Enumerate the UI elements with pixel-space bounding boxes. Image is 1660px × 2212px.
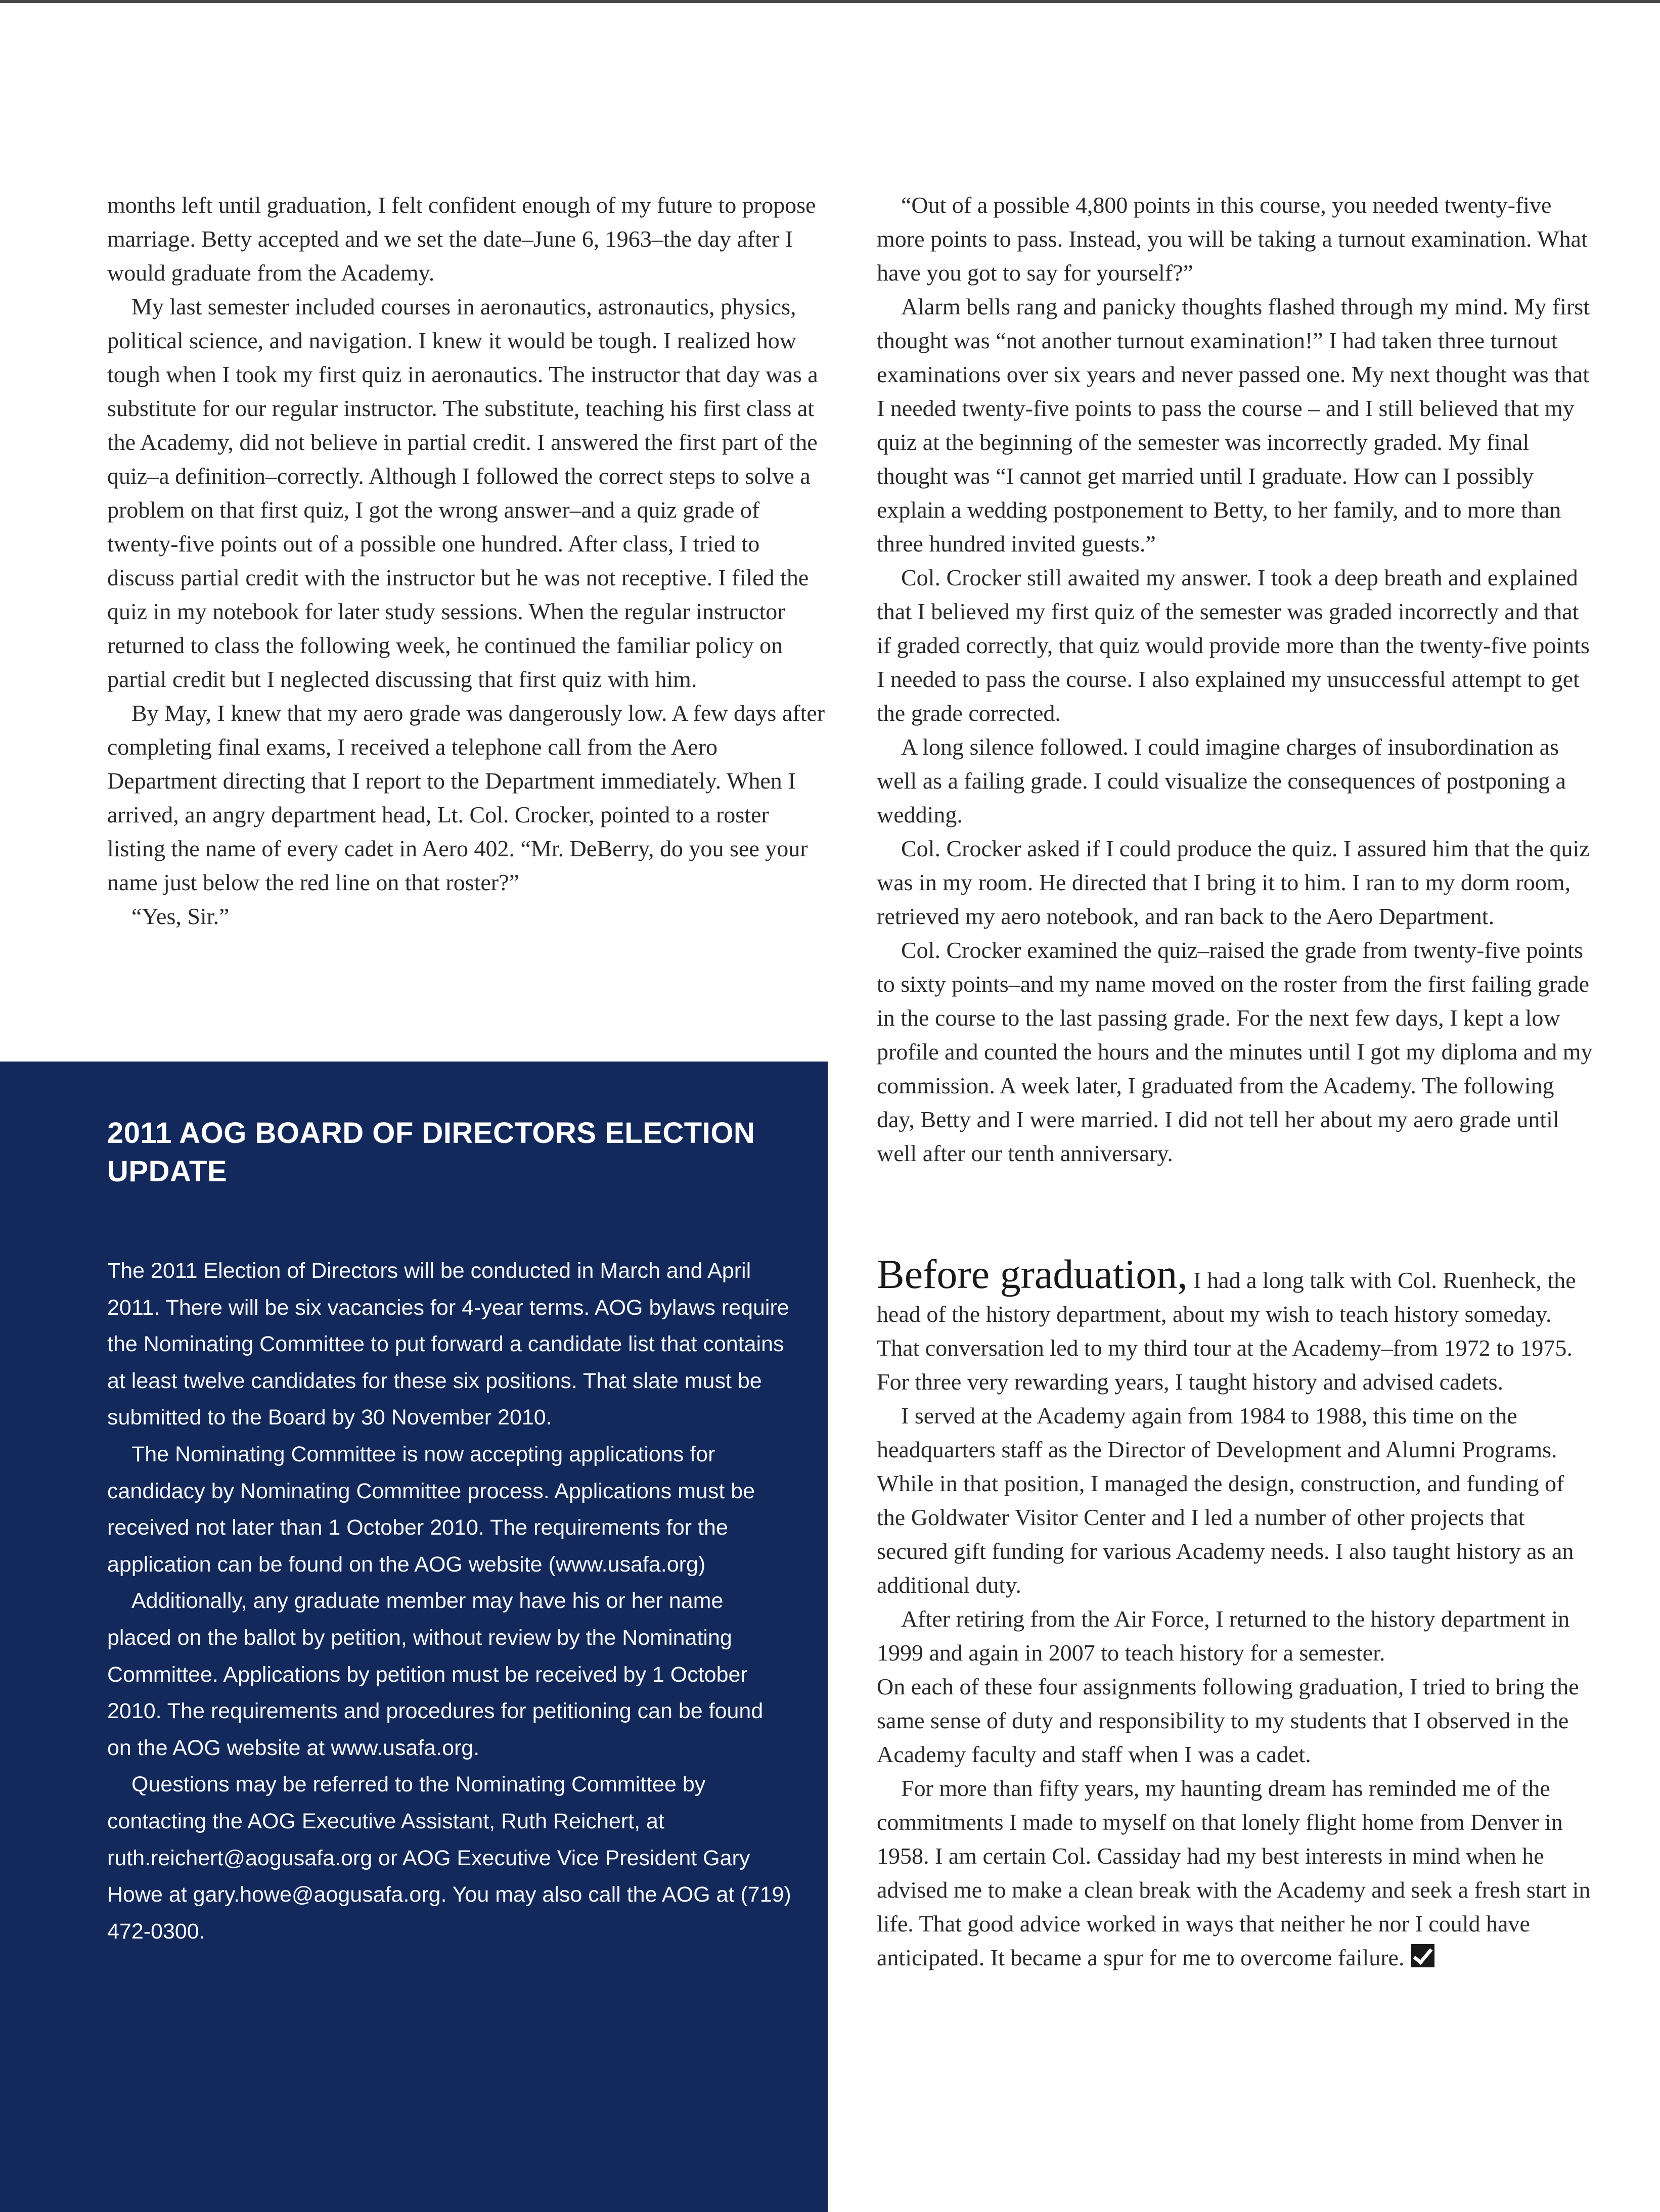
article-paragraph: months left until graduation, I felt confident enough of my future to propose marriage. Betty accepted and we set the date–June 6, 1963–the day after I would graduate from the Academy. <box>107 192 816 286</box>
article-paragraph: Alarm bells rang and panicky thoughts flashed through my mind. My first thought was “not another turnout examination!” I had taken three turnout examinations over six years and never passed one. My next thought was that I needed twenty-five points to pass the course – and I still believed that my quiz at the beginning of the semester was incorrectly graded. My final thought was “I cannot get married until I graduate. How can I possibly explain a wedding postponement to Betty, to her family, and to more than three hundred invited guests.” <box>877 294 1590 557</box>
article-paragraph: Col. Crocker still awaited my answer. I took a deep breath and explained that I believed my first quiz of the semester was graded incorrectly and that if graded correctly, that quiz would provide more than the twenty-five points I needed to pass the course. I also explained my unsuccessful attempt to get the grade corrected. <box>877 565 1590 726</box>
section-lead-paragraph <box>877 1251 1595 1399</box>
article-paragraph: I served at the Academy again from 1984 to 1988, this time on the headquarters staff as the Director of Development and Alumni Programs. While in that position, I managed the design, construction, and funding of the Goldwater Visitor Center and I led a number of other projects that secured gift funding for various Academy needs. I also taught history as an additional duty. <box>877 1403 1574 1598</box>
article-right-column-top <box>877 188 1595 1170</box>
final-paragraph-text: For more than fifty years, my haunting dream has reminded me of the commitments I made to myself on that lonely flight home from Denver in 1958. I am certain Col. Cassiday had my best interests in mind when he advised me to make a clean break with the Academy and seek a fresh start in life. That good advice worked in ways that neither he nor I could have anticipated. It became a spur for me to overcome failure. <box>877 1775 1591 1970</box>
article-left-column <box>107 188 825 933</box>
section-lead-text: I had a long talk with Col. Ruenheck, the head of the history department, about my wish to teach history someday. That conversation led to my third tour at the Academy–from 1972 to 1975. For three very rewarding years, I taught history and advised cadets. <box>877 1267 1576 1395</box>
sidebar-title: 2011 AOG BOARD OF DIRECTORS ELECTION UPDATE <box>107 1117 755 1188</box>
checkbox-end-mark-icon <box>1411 1944 1434 1967</box>
article-paragraph: Col. Crocker asked if I could produce the quiz. I assured him that the quiz was in my room. He directed that I bring it to him. I ran to my dorm room, retrieved my aero notebook, and ran back to the Aero Department. <box>877 836 1590 929</box>
article-paragraph: By May, I knew that my aero grade was dangerously low. A few days after completing final exams, I received a telephone call from the Aero Department directing that I report to the Department immediately. When I arrived, an angry department head, Lt. Col. Crocker, pointed to a roster listing the name of every cadet in Aero 402. “Mr. DeBerry, do you see your name just below the red line on that roster?” <box>107 700 825 895</box>
sidebar-paragraph: Additionally, any graduate member may have his or her name placed on the ballot by petition, without review by the Nominating Committee. Applications by petition must be received by 1 October 2010. The requirements and procedures for petitioning can be found on the AOG website at www.usafa.org. <box>107 1589 764 1760</box>
article-paragraph: On each of these four assignments following graduation, I tried to bring the same sense of duty and responsibility to my students that I observed in the Academy faculty and staff when I was a cadet. <box>877 1674 1579 1767</box>
sidebar-paragraph: Questions may be referred to the Nominating Committee by contacting the AOG Executive Assistant, Ruth Reichert, at ruth.reichert@aogusafa.org or AOG Executive Vice President Gary Howe at gary.howe@aogusafa.org. You may also call the AOG at (719) 472-0300. <box>107 1772 791 1944</box>
article-paragraph: A long silence followed. I could imagine charges of insubordination as well as a failing grade. I could visualize the consequences of postponing a wedding. <box>877 734 1566 827</box>
article-paragraph: My last semester included courses in aeronautics, astronautics, physics, political science, and navigation. I knew it would be tough. I realized how tough when I took my first quiz in aeronautics. The instructor that day was a substitute for our regular instructor. The substitute, teaching his first class at the Academy, did not believe in partial credit. I answered the first part of the quiz–a definition–correctly. Although I followed the correct steps to solve a problem on that first quiz, I got the wrong answer–and a quiz grade of twenty-five points out of a possible one hundred. After class, I tried to discuss partial credit with the instructor but he was not receptive. I filed the quiz in my notebook for later study sessions. When the regular instructor returned to class the following week, he continued the familiar policy on partial credit but I neglected discussing that first quiz with him. <box>107 294 818 692</box>
top-border-rule <box>0 0 1660 3</box>
sidebar-paragraph: The Nominating Committee is now accepting applications for candidacy by Nominating Committee process. Applications must be received not later than 1 October 2010. The requirements for the application can be found on the AOG website (www.usafa.org) <box>107 1442 755 1577</box>
article-paragraph: Col. Crocker examined the quiz–raised the grade from twenty-five points to sixty points–and my name moved on the roster from the first failing grade in the course to the last passing grade. For the next few days, I kept a low profile and counted the hours and the minutes until I got my diploma and my commission. A week later, I graduated from the Academy. The following day, Betty and I were married. I did not tell her about my aero grade until well after our tenth anniversary. <box>877 937 1593 1166</box>
article-paragraph: “Out of a possible 4,800 points in this course, you needed twenty-five more points to pass. Instead, you will be taking a turnout examination. What have you got to say for yourself?” <box>877 192 1588 286</box>
article-final-paragraph <box>877 1771 1595 1974</box>
aog-election-sidebar <box>0 1062 828 2212</box>
section-lead-in: Before graduation, <box>877 1251 1188 1297</box>
sidebar-body <box>107 1253 792 1950</box>
article-paragraph: “Yes, Sir.” <box>131 903 230 929</box>
article-right-column-bottom <box>877 1251 1595 1974</box>
article-paragraph: After retiring from the Air Force, I returned to the history department in 1999 and again in 2007 to teach history for a semester. <box>877 1606 1570 1666</box>
sidebar-paragraph: The 2011 Election of Directors will be conducted in March and April 2011. There will be six vacancies for 4-year terms. AOG bylaws require the Nominating Committee to put forward a candidate list that contains at least twelve candidates for these six positions. That slate must be submitted to the Board by 30 November 2010. <box>107 1259 789 1430</box>
